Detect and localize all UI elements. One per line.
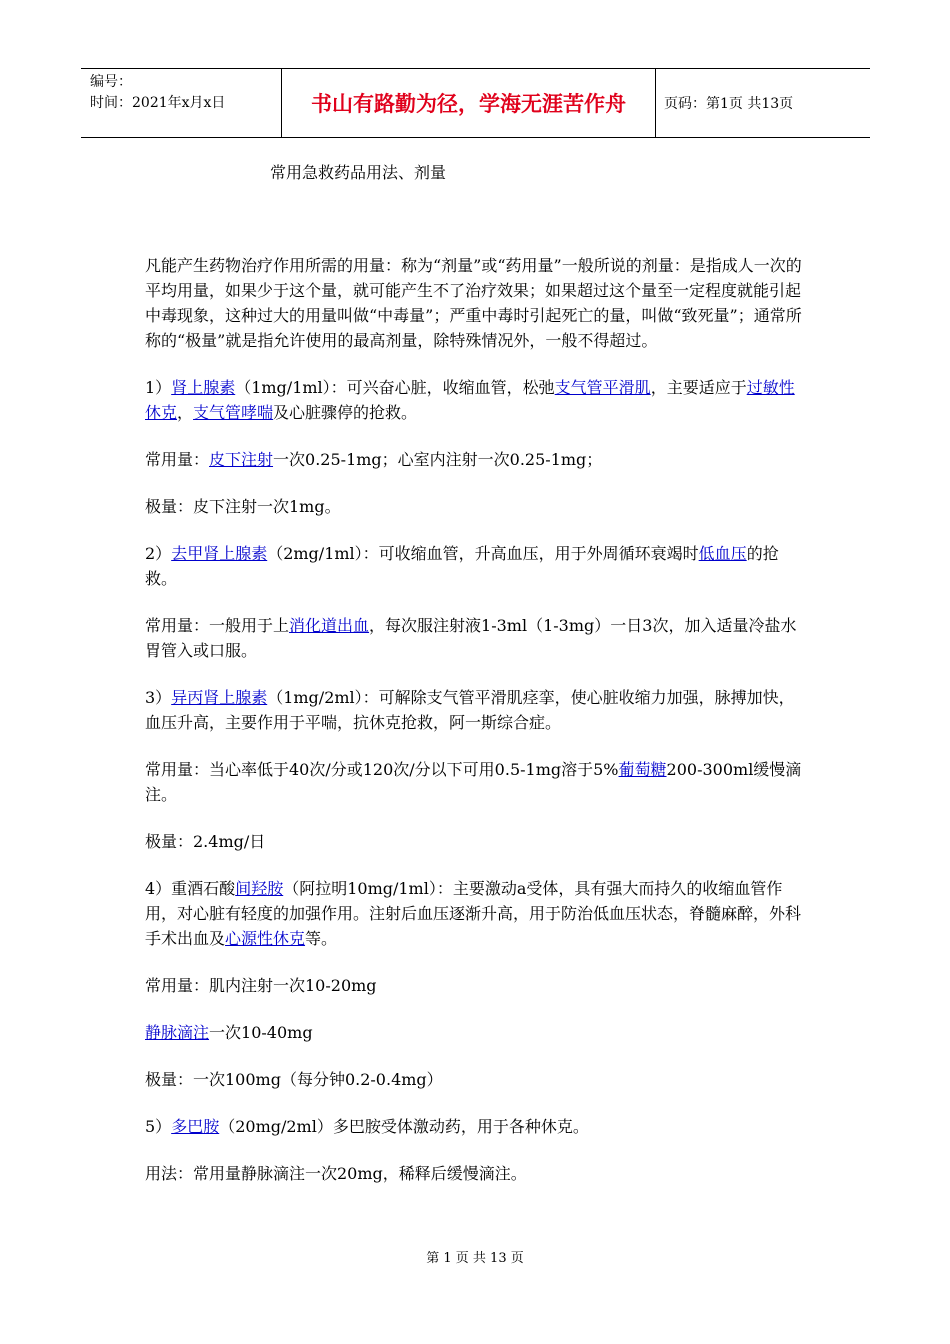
link-bronchial-asthma[interactable]: 支气管哮喘 — [193, 403, 274, 422]
link-isoprenaline[interactable]: 异丙肾上腺素 — [171, 688, 268, 707]
paragraph-norepinephrine — [145, 541, 810, 591]
text: 3） — [145, 688, 172, 707]
link-iv-drip[interactable]: 静脉滴注 — [145, 1023, 210, 1042]
text: （阿拉明10mg/1ml）：主要激动a受体，具有强大而持久的收缩血管作用，对心脏有轻度的加强作用。注射后血压逐渐升高，用于防治低血压状态，脊髓麻醉，外科手术出血及 — [145, 879, 802, 948]
text: 常用量： — [145, 450, 210, 469]
link-norepinephrine[interactable]: 去甲肾上腺素 — [171, 544, 268, 563]
link-anaphylactic-shock[interactable]: 过敏性休克 — [145, 378, 795, 422]
header-motto: 书山有路勤为径，学海无涯苦作舟 — [281, 69, 656, 137]
intro-paragraph: 凡能产生药物治疗作用所需的用量：称为“剂量”或“药用量”一般所说的剂量：是指成人一次的平均用量，如果少于这个量，就可能产生不了治疗效果；如果超过这个量至一定程度就能引起中毒现象，这种过大的用量叫做“中毒量”；严重中毒时引起死亡的量，叫做“致死量”；通常所称的“极量”就是指允许使用的最高剂量，除特殊情况外，一般不得超过。 — [145, 256, 802, 350]
paragraph-dosage-1 — [145, 447, 810, 472]
text: 5） — [145, 1117, 172, 1136]
document-title: 常用急救药品用法、剂量 — [270, 163, 447, 182]
link-dopamine[interactable]: 多巴胺 — [171, 1117, 220, 1136]
text: （20mg/2ml）多巴胺受体激动药，用于各种休克。 — [219, 1117, 589, 1136]
paragraph-metaraminol — [145, 876, 810, 951]
link-metaraminol[interactable]: 间羟胺 — [235, 879, 284, 898]
text: 及心脏骤停的抢救。 — [273, 403, 418, 422]
document-body — [145, 253, 810, 1208]
text: 等。 — [305, 929, 338, 948]
header-page-info: 页码：第1页 共13页 — [664, 96, 794, 112]
paragraph-dopamine — [145, 1114, 810, 1139]
paragraph-max-dose-1: 极量：皮下注射一次1mg。 — [145, 497, 341, 516]
link-gi-bleeding[interactable]: 消化道出血 — [289, 616, 370, 635]
text: 一次10-40mg — [209, 1023, 313, 1042]
link-bronchial-smooth-muscle[interactable]: 支气管平滑肌 — [554, 378, 651, 397]
paragraph-iv-drip — [145, 1020, 810, 1045]
text: 2） — [145, 544, 172, 563]
paragraph-usage-5: 用法：常用量静脉滴注一次20mg，稀释后缓慢滴注。 — [145, 1164, 527, 1183]
paragraph-dosage-3 — [145, 757, 810, 807]
text: （1mg/1ml）：可兴奋心脏，收缩血管，松弛 — [235, 378, 555, 397]
header-meta — [81, 69, 281, 137]
page-footer: 第 1 页 共 13 页 — [426, 1251, 524, 1266]
text: （2mg/1ml）：可收缩血管，升高血压，用于外周循环衰竭时 — [267, 544, 699, 563]
text: 一次0.25-1mg；心室内注射一次0.25-1mg； — [273, 450, 603, 469]
text: ， — [177, 403, 194, 422]
paragraph-isoprenaline — [145, 685, 810, 735]
link-subcutaneous-injection[interactable]: 皮下注射 — [209, 450, 274, 469]
paragraph-epinephrine — [145, 375, 810, 425]
paragraph-max-dose-3: 极量：2.4mg/日 — [145, 832, 266, 851]
paragraph-max-dose-4: 极量：一次100mg（每分钟0.2-0.4mg） — [145, 1070, 443, 1089]
link-cardiogenic-shock[interactable]: 心源性休克 — [225, 929, 306, 948]
text: 的抢救。 — [145, 544, 779, 588]
link-hypotension[interactable]: 低血压 — [698, 544, 747, 563]
link-glucose[interactable]: 葡萄糖 — [618, 760, 667, 779]
text: （1mg/2ml）：可解除支气管平滑肌痉挛，使心脏收缩力加强，脉搏加快，血压升高，主要作用于平喘，抗休克抢救，阿一斯综合症。 — [145, 688, 795, 732]
text: 常用量：当心率低于40次/分或120次/分以下可用0.5-1mg溶于5% — [145, 760, 619, 779]
link-epinephrine[interactable]: 肾上腺素 — [171, 378, 236, 397]
text: ，主要适应于 — [650, 378, 747, 397]
paragraph-dosage-2 — [145, 613, 810, 663]
text: 1） — [145, 378, 172, 397]
text: ，每次服注射液1-3ml（1-3mg）一日3次，加入适量冷盐水胃管入或口服。 — [145, 616, 797, 660]
text: 200-300ml缓慢滴注。 — [145, 760, 802, 804]
page-header — [81, 68, 870, 138]
time-label: 时间：2021年x月x日 — [90, 95, 226, 111]
paragraph-dosage-4: 常用量：肌内注射一次10-20mg — [145, 976, 377, 995]
number-label: 编号： — [90, 74, 132, 90]
text: 4）重酒石酸 — [145, 879, 236, 898]
text: 常用量：一般用于上 — [145, 616, 290, 635]
